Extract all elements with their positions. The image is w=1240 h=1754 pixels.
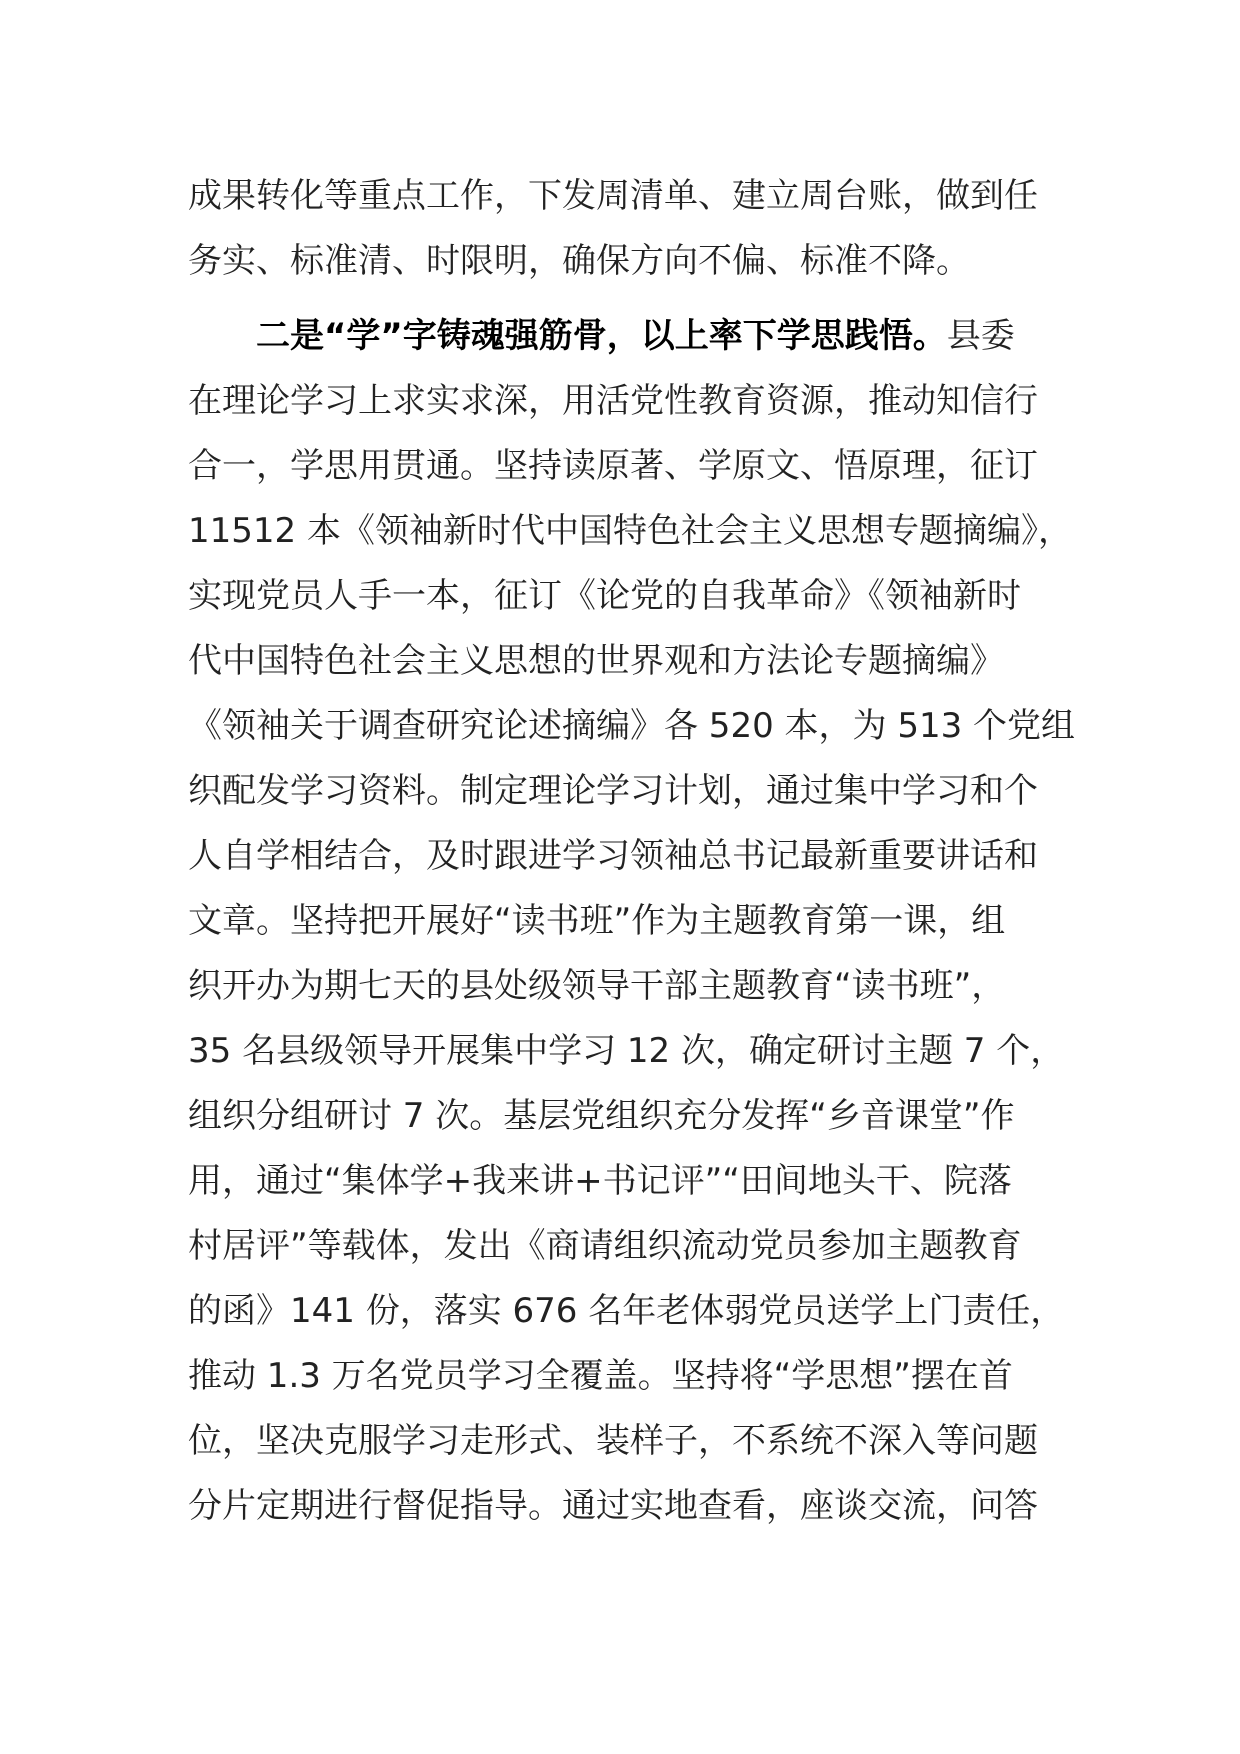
text-line: 合一，学思用贯通。坚持读原著、学原文、悟原理，征订 [188,446,1038,486]
text-line: 织开办为期七天的县处级领导干部主题教育“读书班”， [188,966,1006,1006]
paragraph-lead-heading: 二是“学”字铸魂强筋骨，以上率下学思践悟。 [256,316,947,356]
text-line: 文章。坚持把开展好“读书班”作为主题教育第一课，组 [188,901,1006,941]
text-line: 分片定期进行督促指导。通过实地查看，座谈交流，问答 [188,1486,1038,1526]
paragraph-2 [188,304,1076,1539]
text-line: 务实、标准清、时限明，确保方向不偏、标准不降。 [188,241,970,281]
text-line: 的函》141 份，落实 676 名年老体弱党员送学上门责任， [188,1291,1065,1331]
first-line-rest: 县委 [946,316,1015,356]
text-line: 代中国特色社会主义思想的世界观和方法论专题摘编》 [188,641,1004,681]
text-line: 织配发学习资料。制定理论学习计划，通过集中学习和个 [188,771,1038,811]
text-line: 推动 1.3 万名党员学习全覆盖。坚持将“学思想”摆在首 [188,1356,1013,1396]
text-line: 《领袖关于调查研究论述摘编》各 520 本，为 513 个党组 [188,706,1076,746]
text-line: 用，通过“集体学+我来讲+书记评”“田间地头干、院落 [188,1161,1012,1201]
text-line: 实现党员人手一本，征订《论党的自我革命》《领袖新时 [188,576,1021,616]
text-line: 组织分组研讨 7 次。基层党组织充分发挥“乡音课堂”作 [188,1096,1015,1136]
text-line: 村居评”等载体，发出《商请组织流动党员参加主题教育 [188,1226,1022,1266]
text-line-first [188,304,1068,369]
text-line: 11512 本《领袖新时代中国特色社会主义思想专题摘编》， [188,511,1072,551]
paragraph-spacer [188,294,1068,304]
text-line: 位，坚决克服学习走形式、装样子，不系统不深入等问题 [188,1421,1038,1461]
paragraph-1 [188,164,1068,294]
text-line: 成果转化等重点工作，下发周清单、建立周台账，做到任 [188,176,1038,216]
text-line: 在理论学习上求实求深，用活党性教育资源，推动知信行 [188,381,1038,421]
document-body [188,164,1076,1539]
text-line: 35 名县级领导开展集中学习 12 次，确定研讨主题 7 个， [188,1031,1065,1071]
text-line: 人自学相结合，及时跟进学习领袖总书记最新重要讲话和 [188,836,1038,876]
